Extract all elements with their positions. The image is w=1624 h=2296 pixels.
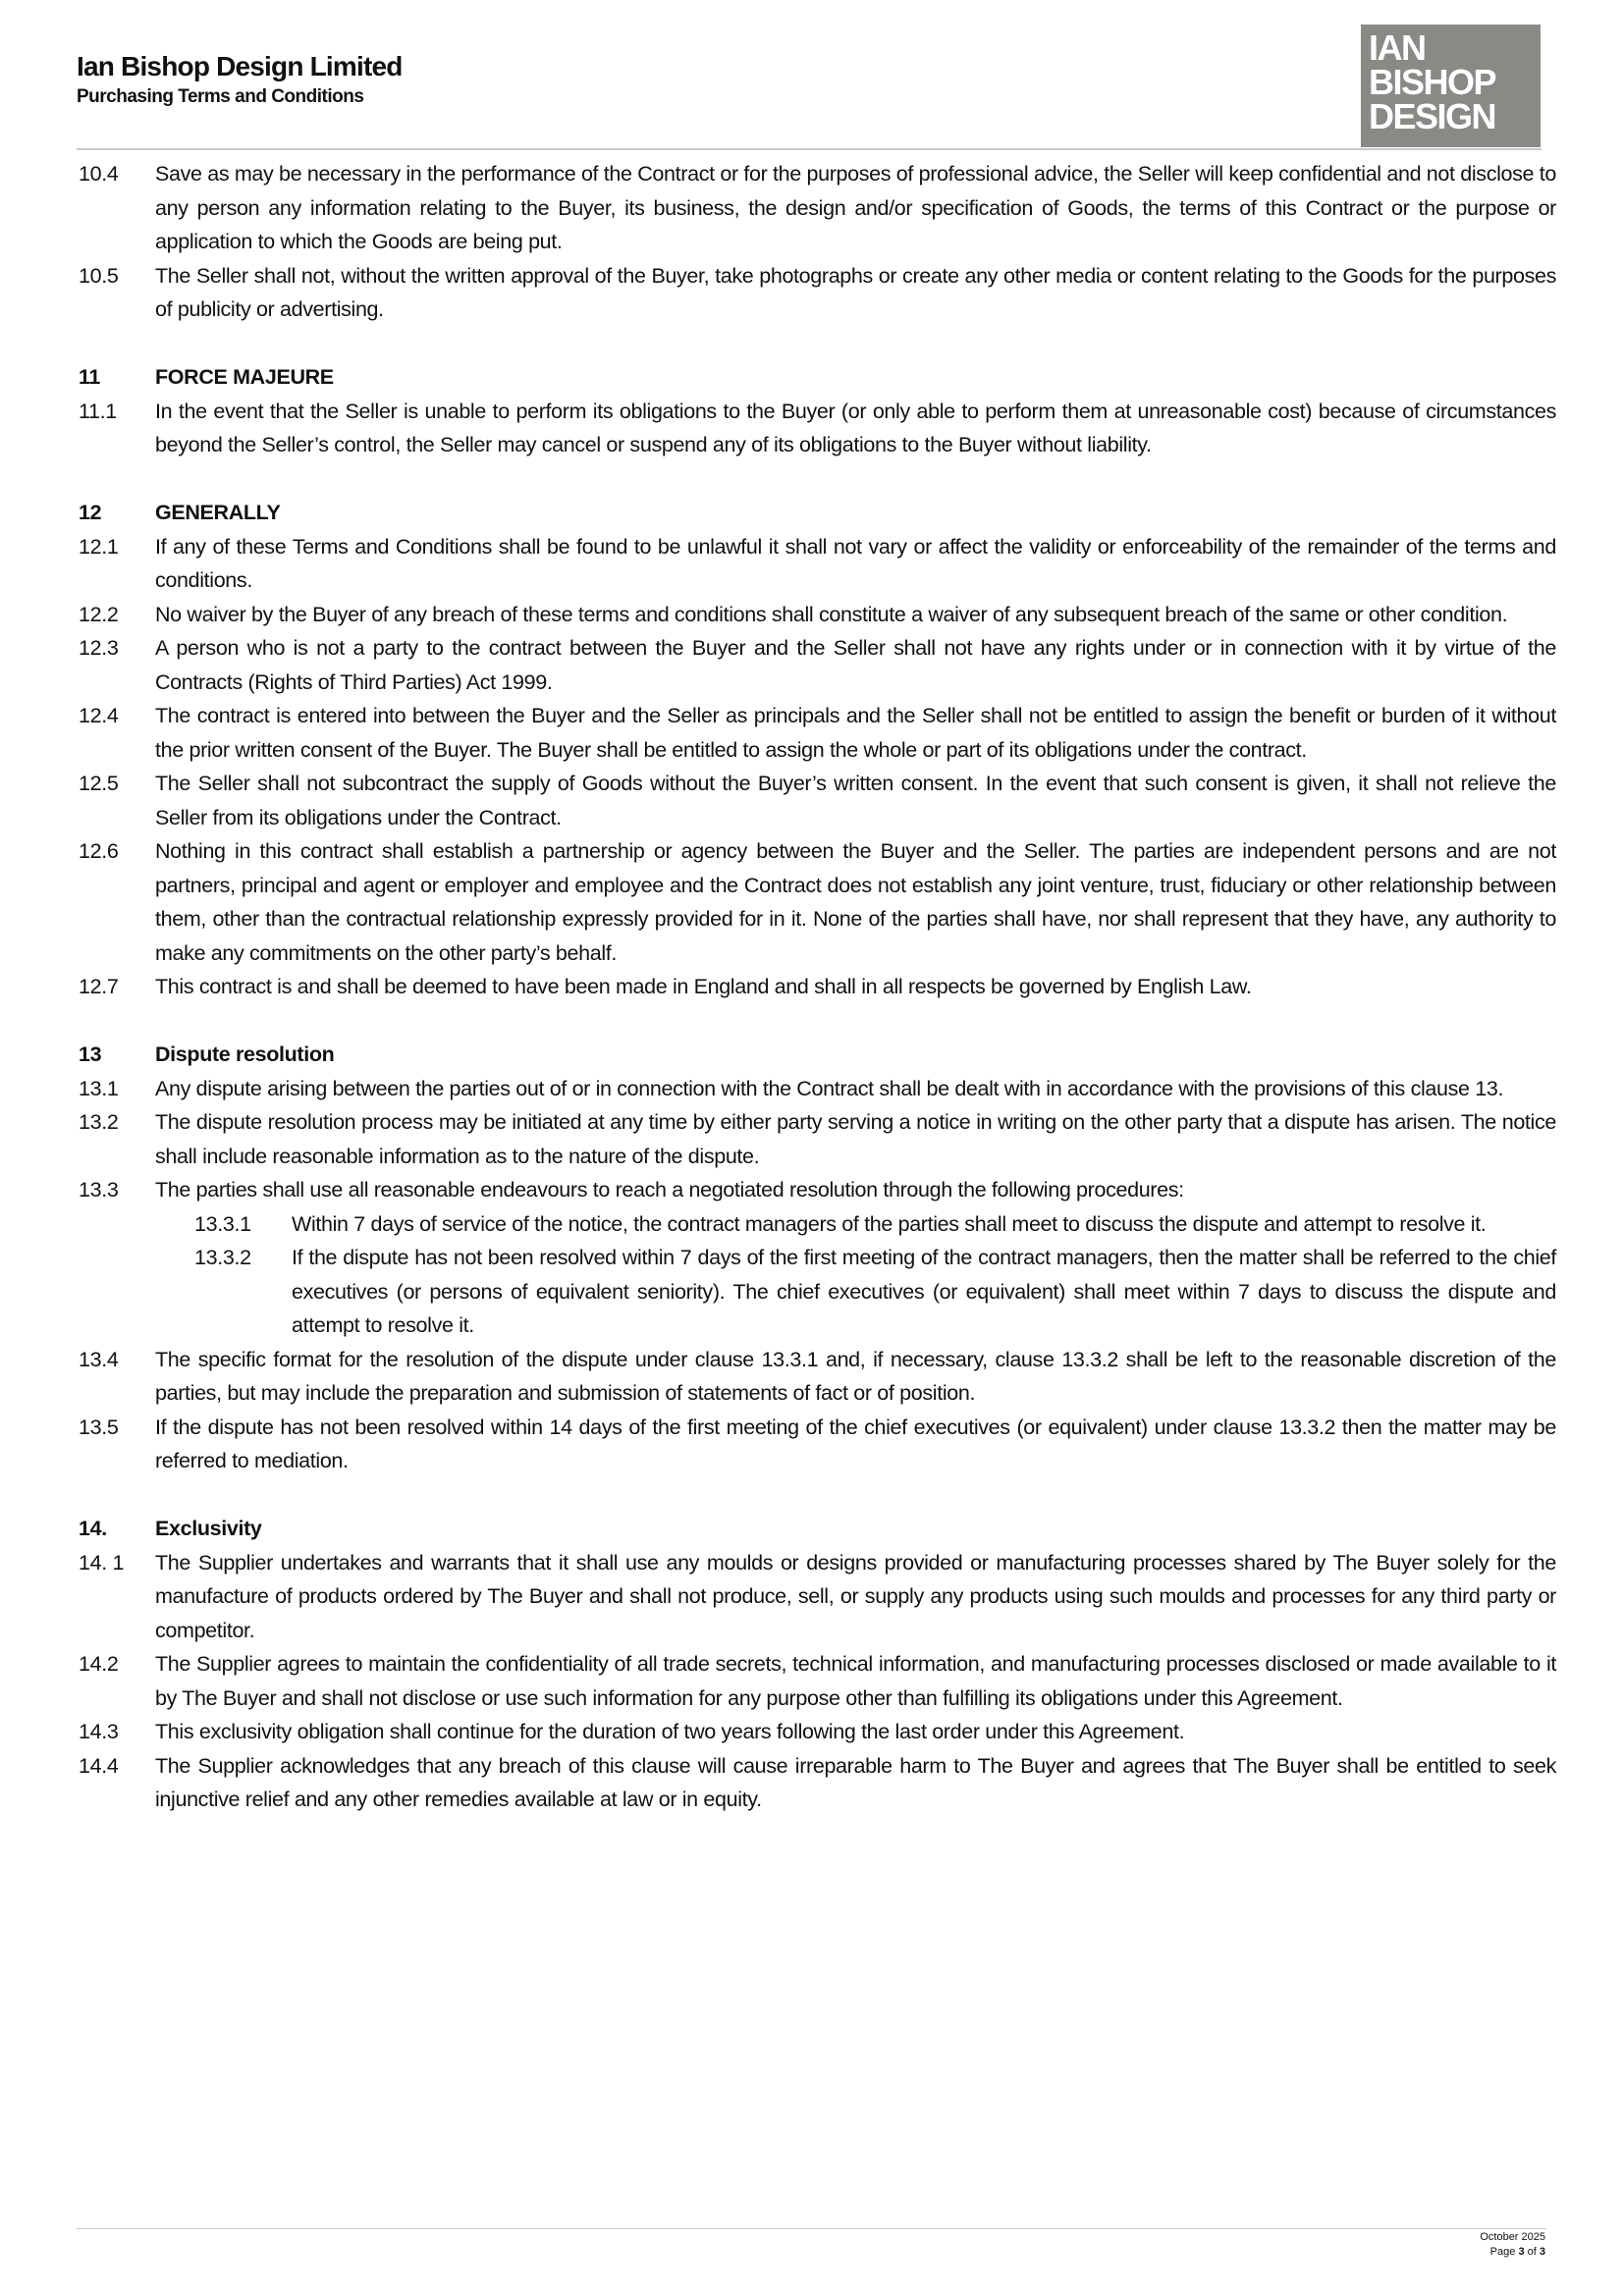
clause-number: 10.4 [79, 162, 119, 186]
clause [79, 1072, 1556, 1106]
clause-text: Save as may be necessary in the performance of the Contract or for the purposes of professional advice, the Seller will keep confidential and not disclose to any person any information relating to the Buyer, its business, the design and/or specification of Goods, the terms of this Contract or the purpose or application to which the Goods are being put. [155, 162, 1556, 253]
section-title: GENERALLY [155, 501, 281, 524]
clause [79, 699, 1556, 767]
clause [79, 1343, 1556, 1411]
header-divider [77, 148, 1542, 150]
footer-date: October 2025 [1480, 2231, 1545, 2243]
section-number: 11 [79, 365, 101, 389]
clause-text: The Supplier undertakes and warrants that it shall use any moulds or designs provided or manufacturing processes shared by The Buyer solely for the manufacture of products ordered by The Buyer and shall not produce, sell, or supply any products using such moulds and processes for any third party or competitor. [155, 1550, 1556, 1642]
clause [79, 970, 1556, 1004]
clause-text: The Seller shall not subcontract the supply of Goods without the Buyer’s written consent. In the event that such consent is given, it shall not relieve the Seller from its obligations under the Contract. [155, 772, 1556, 829]
clause [79, 1241, 1556, 1343]
section-number: 12 [79, 501, 102, 524]
clause-number: 10.5 [79, 263, 119, 288]
clause-number: 14.4 [79, 1753, 119, 1778]
clause-text: The Supplier acknowledges that any breach of this clause will cause irreparable harm to The Buyer and agrees that The Buyer shall be entitled to seek injunctive relief and any other remedies available at law or in equity. [155, 1753, 1556, 1811]
clause [79, 1173, 1556, 1207]
page-number: Page 3 of 3 [1489, 2246, 1545, 2258]
footer-divider [77, 2228, 1546, 2229]
clause [79, 530, 1556, 598]
clause-number: 13.3.2 [194, 1246, 251, 1269]
clause-text: If any of these Terms and Conditions shall be found to be unlawful it shall not vary or affect the validity or enforceability of the remainder of the terms and conditions. [155, 534, 1556, 592]
clause-text: No waiver by the Buyer of any breach of these terms and conditions shall constitute a waiver of any subsequent breach of the same or other condition. [155, 602, 1508, 626]
section-title: Dispute resolution [155, 1042, 335, 1066]
clause-number: 11.1 [79, 399, 117, 423]
footer [1480, 2230, 1545, 2260]
clause-text: In the event that the Seller is unable to perform its obligations to the Buyer (or only able to perform them at unreasonable cost) because of circumstances beyond the Seller’s control, the Seller may cancel or suspend any of its obligations to the Buyer without liability. [155, 399, 1556, 456]
clause-number: 12.3 [79, 636, 119, 660]
clause [79, 834, 1556, 970]
logo-line: BISHOP [1369, 62, 1496, 102]
clause-text: This exclusivity obligation shall continue for the duration of two years following the last order under this Agreement. [155, 1720, 1185, 1743]
clause [79, 1647, 1556, 1715]
clause-text: The Supplier agrees to maintain the confidentiality of all trade secrets, technical information, and manufacturing processes disclosed or made available to it by The Buyer and shall not disclose or use such information for any purpose other than fulfilling its obligations under this Agreement. [155, 1652, 1556, 1710]
clause-number: 13.4 [79, 1347, 119, 1371]
clause [79, 395, 1556, 462]
clause-number: 13.2 [79, 1110, 119, 1134]
clause-text: The parties shall use all reasonable endeavours to reach a negotiated resolution through the following procedures: [155, 1178, 1184, 1201]
clause-text: The Seller shall not, without the written approval of the Buyer, take photographs or create any other media or content relating to the Goods for the purposes of publicity or advertising. [155, 263, 1556, 321]
logo-line: IAN [1369, 27, 1426, 68]
company-logo [1361, 25, 1541, 147]
clause [79, 1411, 1556, 1478]
clause-number: 12.7 [79, 975, 119, 998]
clause [79, 259, 1556, 327]
clause [79, 767, 1556, 834]
company-name: Ian Bishop Design Limited [77, 51, 403, 81]
clause-number: 13.5 [79, 1415, 119, 1439]
clause [79, 631, 1556, 699]
clause-number: 14. 1 [79, 1550, 125, 1575]
section-heading [79, 360, 1556, 395]
clause-number: 13.1 [79, 1076, 119, 1100]
section-number: 13 [79, 1042, 102, 1066]
clause-text: If the dispute has not been resolved within 14 days of the first meeting of the chief executives (or equivalent) under clause 13.3.2 then the matter may be referred to mediation. [155, 1415, 1556, 1472]
clause-number: 13.3.1 [194, 1211, 251, 1236]
clause-text: This contract is and shall be deemed to have been made in England and shall in all respects be governed by English Law. [155, 975, 1252, 998]
clause [79, 157, 1556, 259]
section-number: 14. [79, 1517, 107, 1540]
clause [79, 1105, 1556, 1173]
clause-text: The contract is entered into between the Buyer and the Seller as principals and the Seller shall not be entitled to assign the benefit or burden of it without the prior written consent of the Buyer. The Buyer shall be entitled to assign the whole or part of its obligations under the contract. [155, 704, 1556, 762]
clause-number: 12.5 [79, 772, 119, 795]
clause-number: 12.2 [79, 602, 119, 626]
section-title: FORCE MAJEURE [155, 365, 334, 389]
clause-number: 14.2 [79, 1652, 119, 1676]
clause-text: Nothing in this contract shall establish a partnership or agency between the Buyer and the Seller. The parties are independent persons and are not partners, principal and agent or employer and employee and the Contract does not establish any joint venture, trust, fiduciary or other relationship between them, other than the contractual relationship expressly provided for in it. None of the parties shall have, nor shall represent that they have, any authority to make any commitments on the other party’s behalf. [155, 839, 1556, 965]
clause-number: 13.3 [79, 1178, 119, 1201]
clause-text: Within 7 days of service of the notice, the contract managers of the parties shall meet to discuss the dispute and attempt to resolve it. [292, 1211, 1487, 1236]
clause-number: 12.1 [79, 534, 119, 559]
clause-text: If the dispute has not been resolved within 7 days of the first meeting of the contract managers, then the matter shall be referred to the chief executives (or persons of equivalent seniority). The chief executives (or equivalent) shall meet within 7 days to discuss the dispute and attempt to resolve it. [292, 1246, 1556, 1337]
section-title: Exclusivity [155, 1517, 262, 1540]
clause-number: 14.3 [79, 1720, 119, 1743]
document-subtitle: Purchasing Terms and Conditions [77, 86, 364, 107]
section-heading [79, 1512, 1556, 1546]
clause [79, 1207, 1556, 1242]
section-heading [79, 496, 1556, 530]
clause [79, 1715, 1556, 1749]
clause-text: Any dispute arising between the parties out of or in connection with the Contract shall be dealt with in accordance with the provisions of this clause 13. [155, 1076, 1504, 1100]
clause-number: 12.6 [79, 839, 119, 863]
clause-text: The specific format for the resolution of the dispute under clause 13.3.1 and, if necessary, clause 13.3.2 shall be left to the reasonable discretion of the parties, but may include the preparation and submission of statements of fact or of position. [155, 1347, 1556, 1405]
clause-number: 12.4 [79, 704, 119, 727]
clause [79, 1546, 1556, 1648]
logo-line: DESIGN [1369, 96, 1496, 136]
clause-text: The dispute resolution process may be initiated at any time by either party serving a notice in writing on the other party that a dispute has arisen. The notice shall include reasonable information as to the nature of the dispute. [155, 1110, 1556, 1168]
clause-text: A person who is not a party to the contract between the Buyer and the Seller shall not have any rights under or in connection with it by virtue of the Contracts (Rights of Third Parties) Act 1999. [155, 636, 1556, 694]
clause [79, 598, 1556, 632]
document-body [79, 157, 1556, 1817]
section-heading [79, 1038, 1556, 1072]
clause [79, 1749, 1556, 1817]
